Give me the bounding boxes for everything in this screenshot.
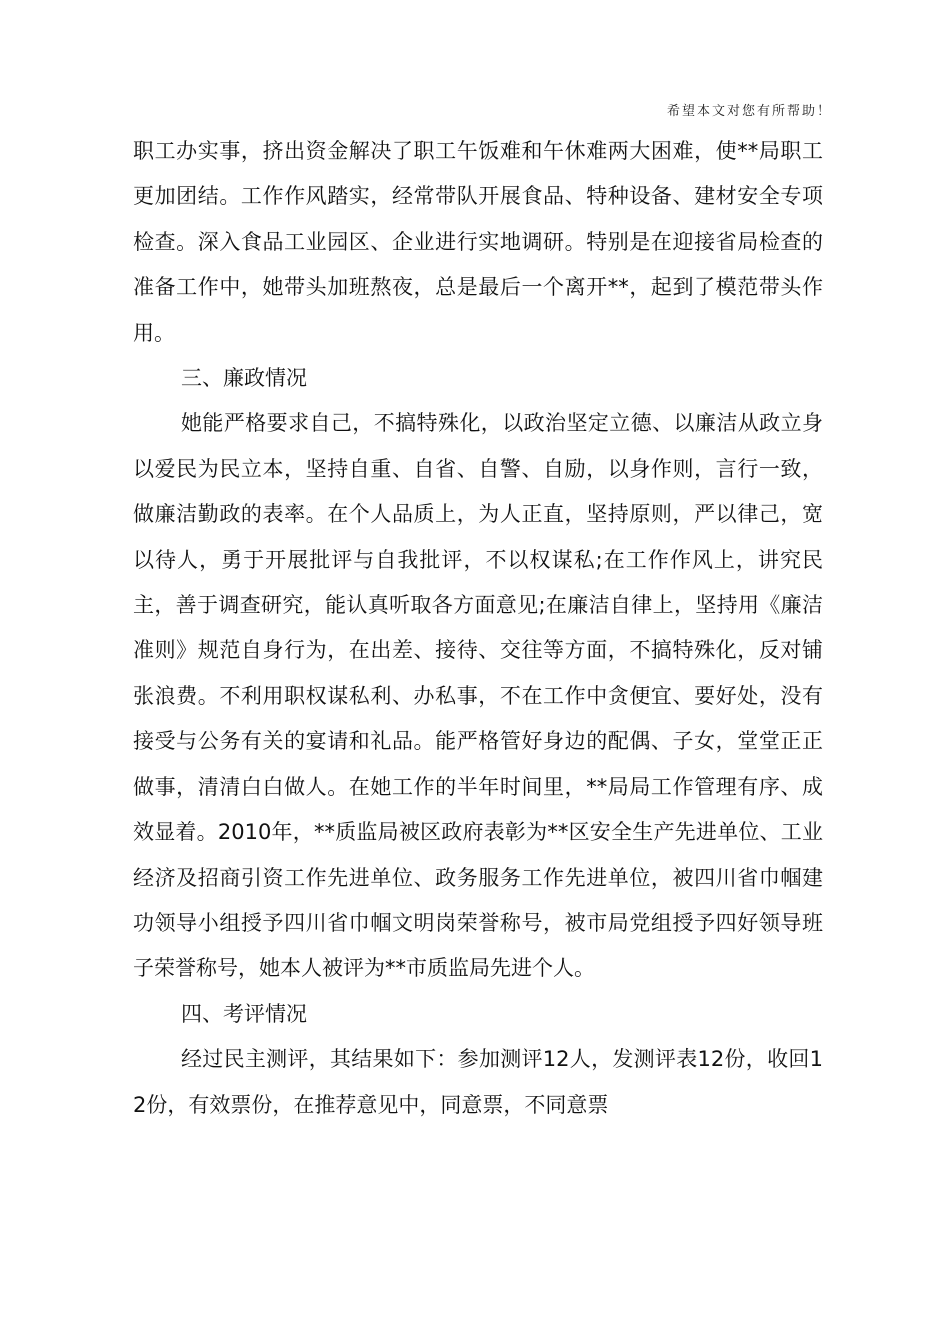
section-heading-integrity: 三、廉政情况	[181, 366, 307, 391]
section-heading-evaluation: 四、考评情况	[181, 1001, 307, 1026]
paragraph-integrity: 她能严格要求自己，不搞特殊化，以政治坚定立德、以廉洁从政立身以爱民为民立本，坚持自重、自省、自警、自励，以身作则，言行一致，做廉洁勤政的表率。在个人品质上，为人正直，坚持原则，严以律己，宽以待人，勇于开展批评与自我批评，不以权谋私;在工作作风上，讲究民主，善于调查研究，能认真听取各方面意见;在廉洁自律上，坚持用《廉洁准则》规范自身行为，在出差、接待、交往等方面，不搞特殊化，反对铺张浪费。不利用职权谋私利、办私事，不在工作中贪便宜、要好处，没有接受与公务有关的宴请和礼品。能严格管好身边的配偶、子女，堂堂正正做事，清清白白做人。在她工作的半年时间里，**局局工作管理有序、成效显着。2010年，**质监局被区政府表彰为**区安全生产先进单位、工业经济及招商引资工作先进单位、政务服务工作先进单位，被四川省巾帼建功领导小组授予四川省巾帼文明岗荣誉称号，被市局党组授予四好领导班子荣誉称号，她本人被评为**市质监局先进个人。	[133, 411, 823, 981]
paragraph-evaluation: 经过民主测评，其结果如下：参加测评12人，发测评表12份，收回12份，有效票份，在推荐意见中，同意票，不同意票	[133, 1047, 823, 1117]
header-note: 希望本文对您有所帮助！	[666, 104, 832, 119]
paragraph-continuation: 职工办实事，挤出资金解决了职工午饭难和午休难两大困难，使**局职工更加团结。工作作风踏实，经常带队开展食品、特种设备、建材安全专项检查。深入食品工业园区、企业进行实地调研。特别是在迎接省局检查的准备工作中，她带头加班熬夜，总是最后一个离开**，起到了模范带头作用。	[133, 139, 823, 345]
document-body	[133, 129, 823, 1128]
